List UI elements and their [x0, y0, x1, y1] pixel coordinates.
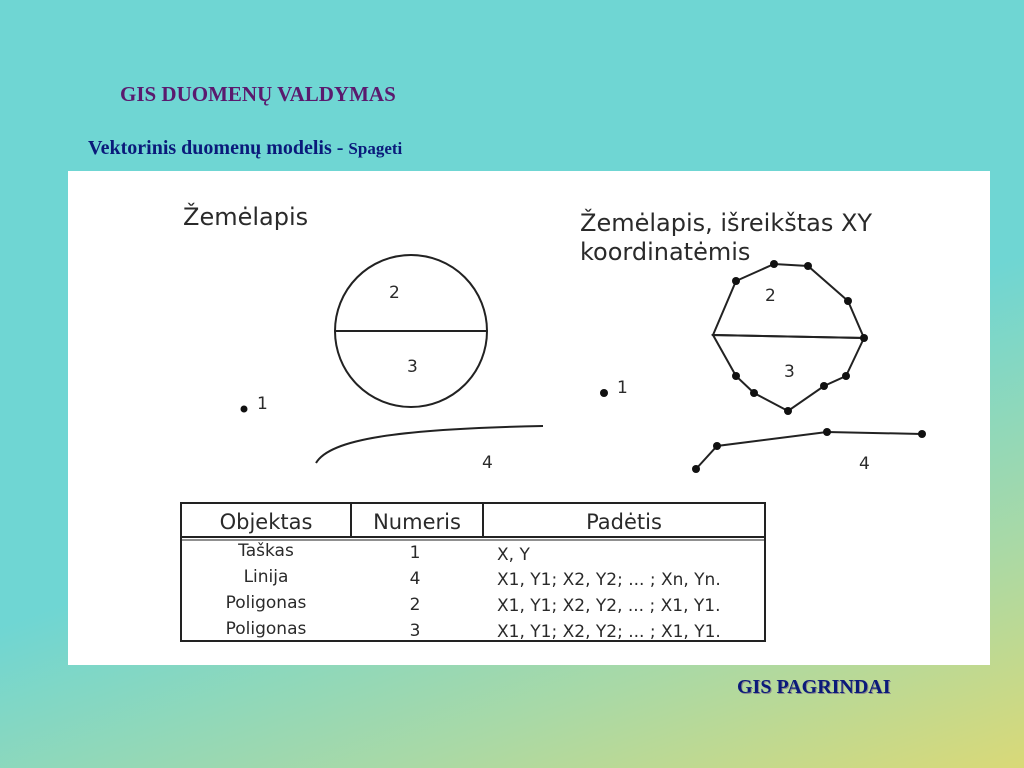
table-row — [244, 567, 721, 590]
vertex — [820, 382, 828, 390]
table-header-padetis: Padėtis — [586, 510, 662, 534]
footer-label: GIS PAGRINDAI — [737, 676, 891, 698]
left-label-4: 4 — [482, 453, 493, 473]
table-cell-objektas: Taškas — [238, 541, 294, 561]
vertex — [750, 389, 758, 397]
right-label-1: 1 — [617, 378, 628, 398]
table-cell-objektas: Poligonas — [225, 593, 307, 613]
left-label-1: 1 — [257, 394, 268, 414]
vertex — [692, 465, 700, 473]
vertex — [823, 428, 831, 436]
table-cell-numeris: 2 — [409, 595, 421, 615]
right-point — [600, 389, 608, 397]
table-row — [226, 619, 721, 642]
vertex — [842, 372, 850, 380]
right-line — [696, 432, 922, 469]
table-cell-padetis: X, Y — [497, 545, 530, 565]
vertex — [918, 430, 926, 438]
left-point — [241, 406, 248, 413]
left-label-3: 3 — [407, 357, 418, 377]
right-map-heading-line1: Žemėlapis, išreikštas XY — [580, 209, 873, 237]
vertex — [784, 407, 792, 415]
subtitle-main: Vektorinis duomenų modelis - — [88, 137, 349, 159]
vertex — [713, 442, 721, 450]
table-cell-padetis: X1, Y1; X2, Y2, ... ; X1, Y1. — [497, 596, 721, 616]
vertex — [860, 334, 868, 342]
table-cell-objektas: Poligonas — [225, 619, 307, 639]
right-label-4: 4 — [859, 454, 870, 474]
slide-title: GIS DUOMENŲ VALDYMAS — [120, 82, 396, 106]
right-label-2: 2 — [765, 286, 776, 306]
table-header-objektas: Objektas — [219, 510, 313, 534]
vertex — [804, 262, 812, 270]
vertex — [844, 297, 852, 305]
table-cell-padetis: X1, Y1; X2, Y2; ... ; X1, Y1. — [497, 622, 721, 642]
table-cell-objektas: Linija — [243, 567, 289, 587]
scanned-figure — [68, 171, 990, 665]
right-label-3: 3 — [784, 362, 795, 382]
vertex — [732, 372, 740, 380]
right-polygon-upper — [713, 264, 864, 338]
table-row — [237, 541, 530, 565]
figure-drawing — [68, 171, 990, 665]
right-map-heading-line2: koordinatėmis — [580, 238, 751, 266]
subtitle-small: Spageti — [348, 139, 403, 158]
slide-subtitle — [88, 137, 402, 160]
left-map-heading: Žemėlapis — [183, 203, 309, 231]
table-row — [226, 593, 721, 616]
vertex — [770, 260, 778, 268]
table-cell-padetis: X1, Y1; X2, Y2; ... ; Xn, Yn. — [497, 570, 721, 590]
table-header-numeris: Numeris — [373, 510, 461, 534]
left-line — [316, 426, 543, 463]
table-cell-numeris: 1 — [409, 543, 421, 563]
left-label-2: 2 — [389, 283, 400, 303]
attribute-table — [181, 503, 765, 642]
table-cell-numeris: 4 — [409, 569, 421, 589]
vertex — [732, 277, 740, 285]
table-cell-numeris: 3 — [409, 621, 421, 641]
